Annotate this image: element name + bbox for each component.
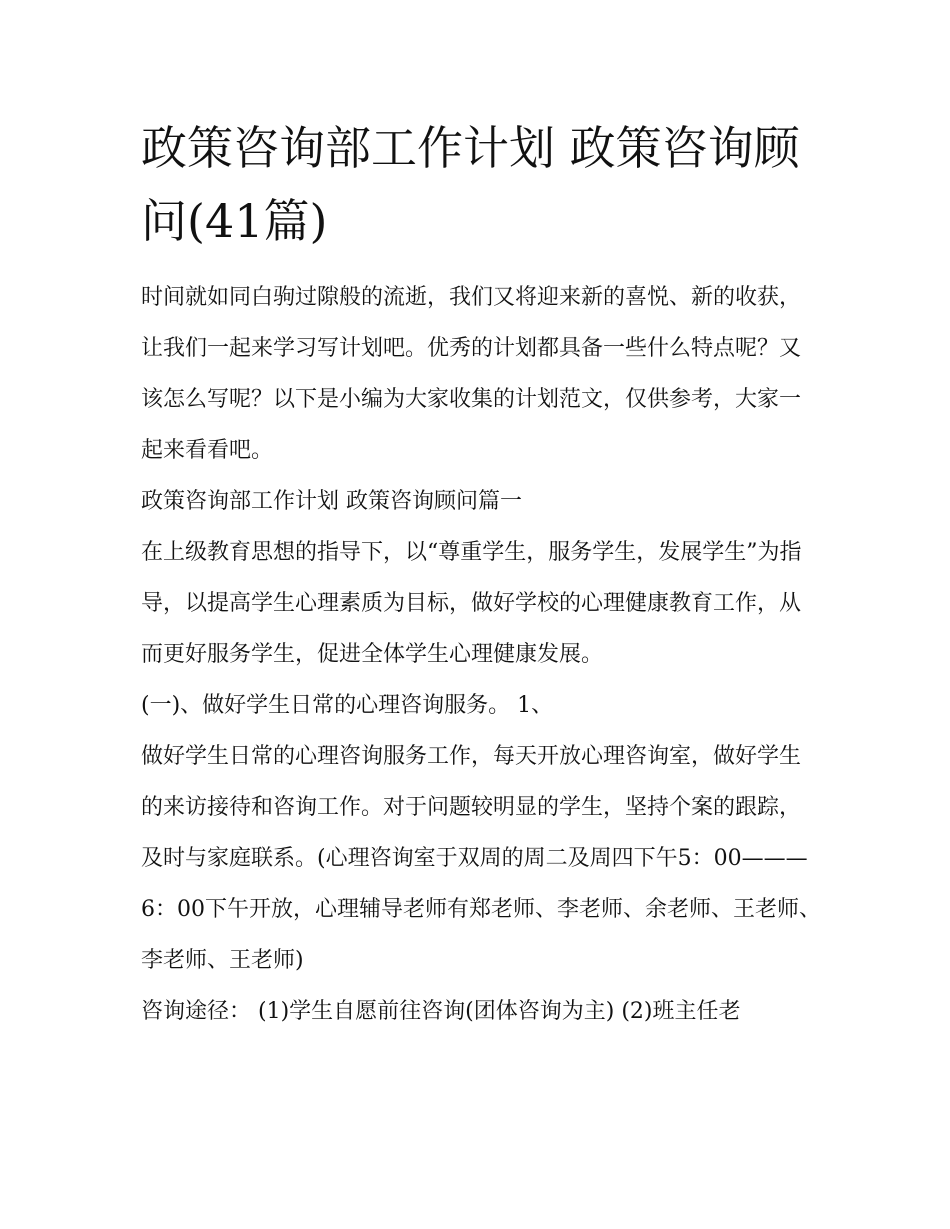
document-body	[141, 272, 821, 1037]
document-title: 政策咨询部工作计划 政策咨询顾问(41篇)	[141, 121, 800, 248]
paragraph-channels: 咨询途径： (1)学生自愿前往咨询(团体咨询为主) (2)班主任老	[141, 999, 741, 1024]
list-heading: (一)、做好学生日常的心理咨询服务。 1、	[141, 693, 554, 718]
paragraph-counseling: 做好学生日常的心理咨询服务工作，每天开放心理咨询室，做好学生的来访接待和咨询工作。对于问题较明显的学生，坚持个案的跟踪，及时与家庭联系。(心理咨询室于双周的周二及周四下午5：00———6：00下午开放，心理辅导老师有郑老师、李老师、余老师、王老师、李老师、王老师)	[141, 744, 821, 973]
section-heading: 政策咨询部工作计划 政策咨询顾问篇一	[141, 489, 522, 514]
paragraph-guidance: 在上级教育思想的指导下，以“尊重学生，服务学生，发展学生”为指导，以提高学生心理素质为目标，做好学校的心理健康教育工作，从而更好服务学生，促进全体学生心理健康发展。	[141, 540, 802, 667]
paragraph-intro: 时间就如同白驹过隙般的流逝，我们又将迎来新的喜悦、新的收获，让我们一起来学习写计划吧。优秀的计划都具备一些什么特点呢？又该怎么写呢？以下是小编为大家收集的计划范文，仅供参考，大家一起来看看吧。	[141, 285, 802, 463]
